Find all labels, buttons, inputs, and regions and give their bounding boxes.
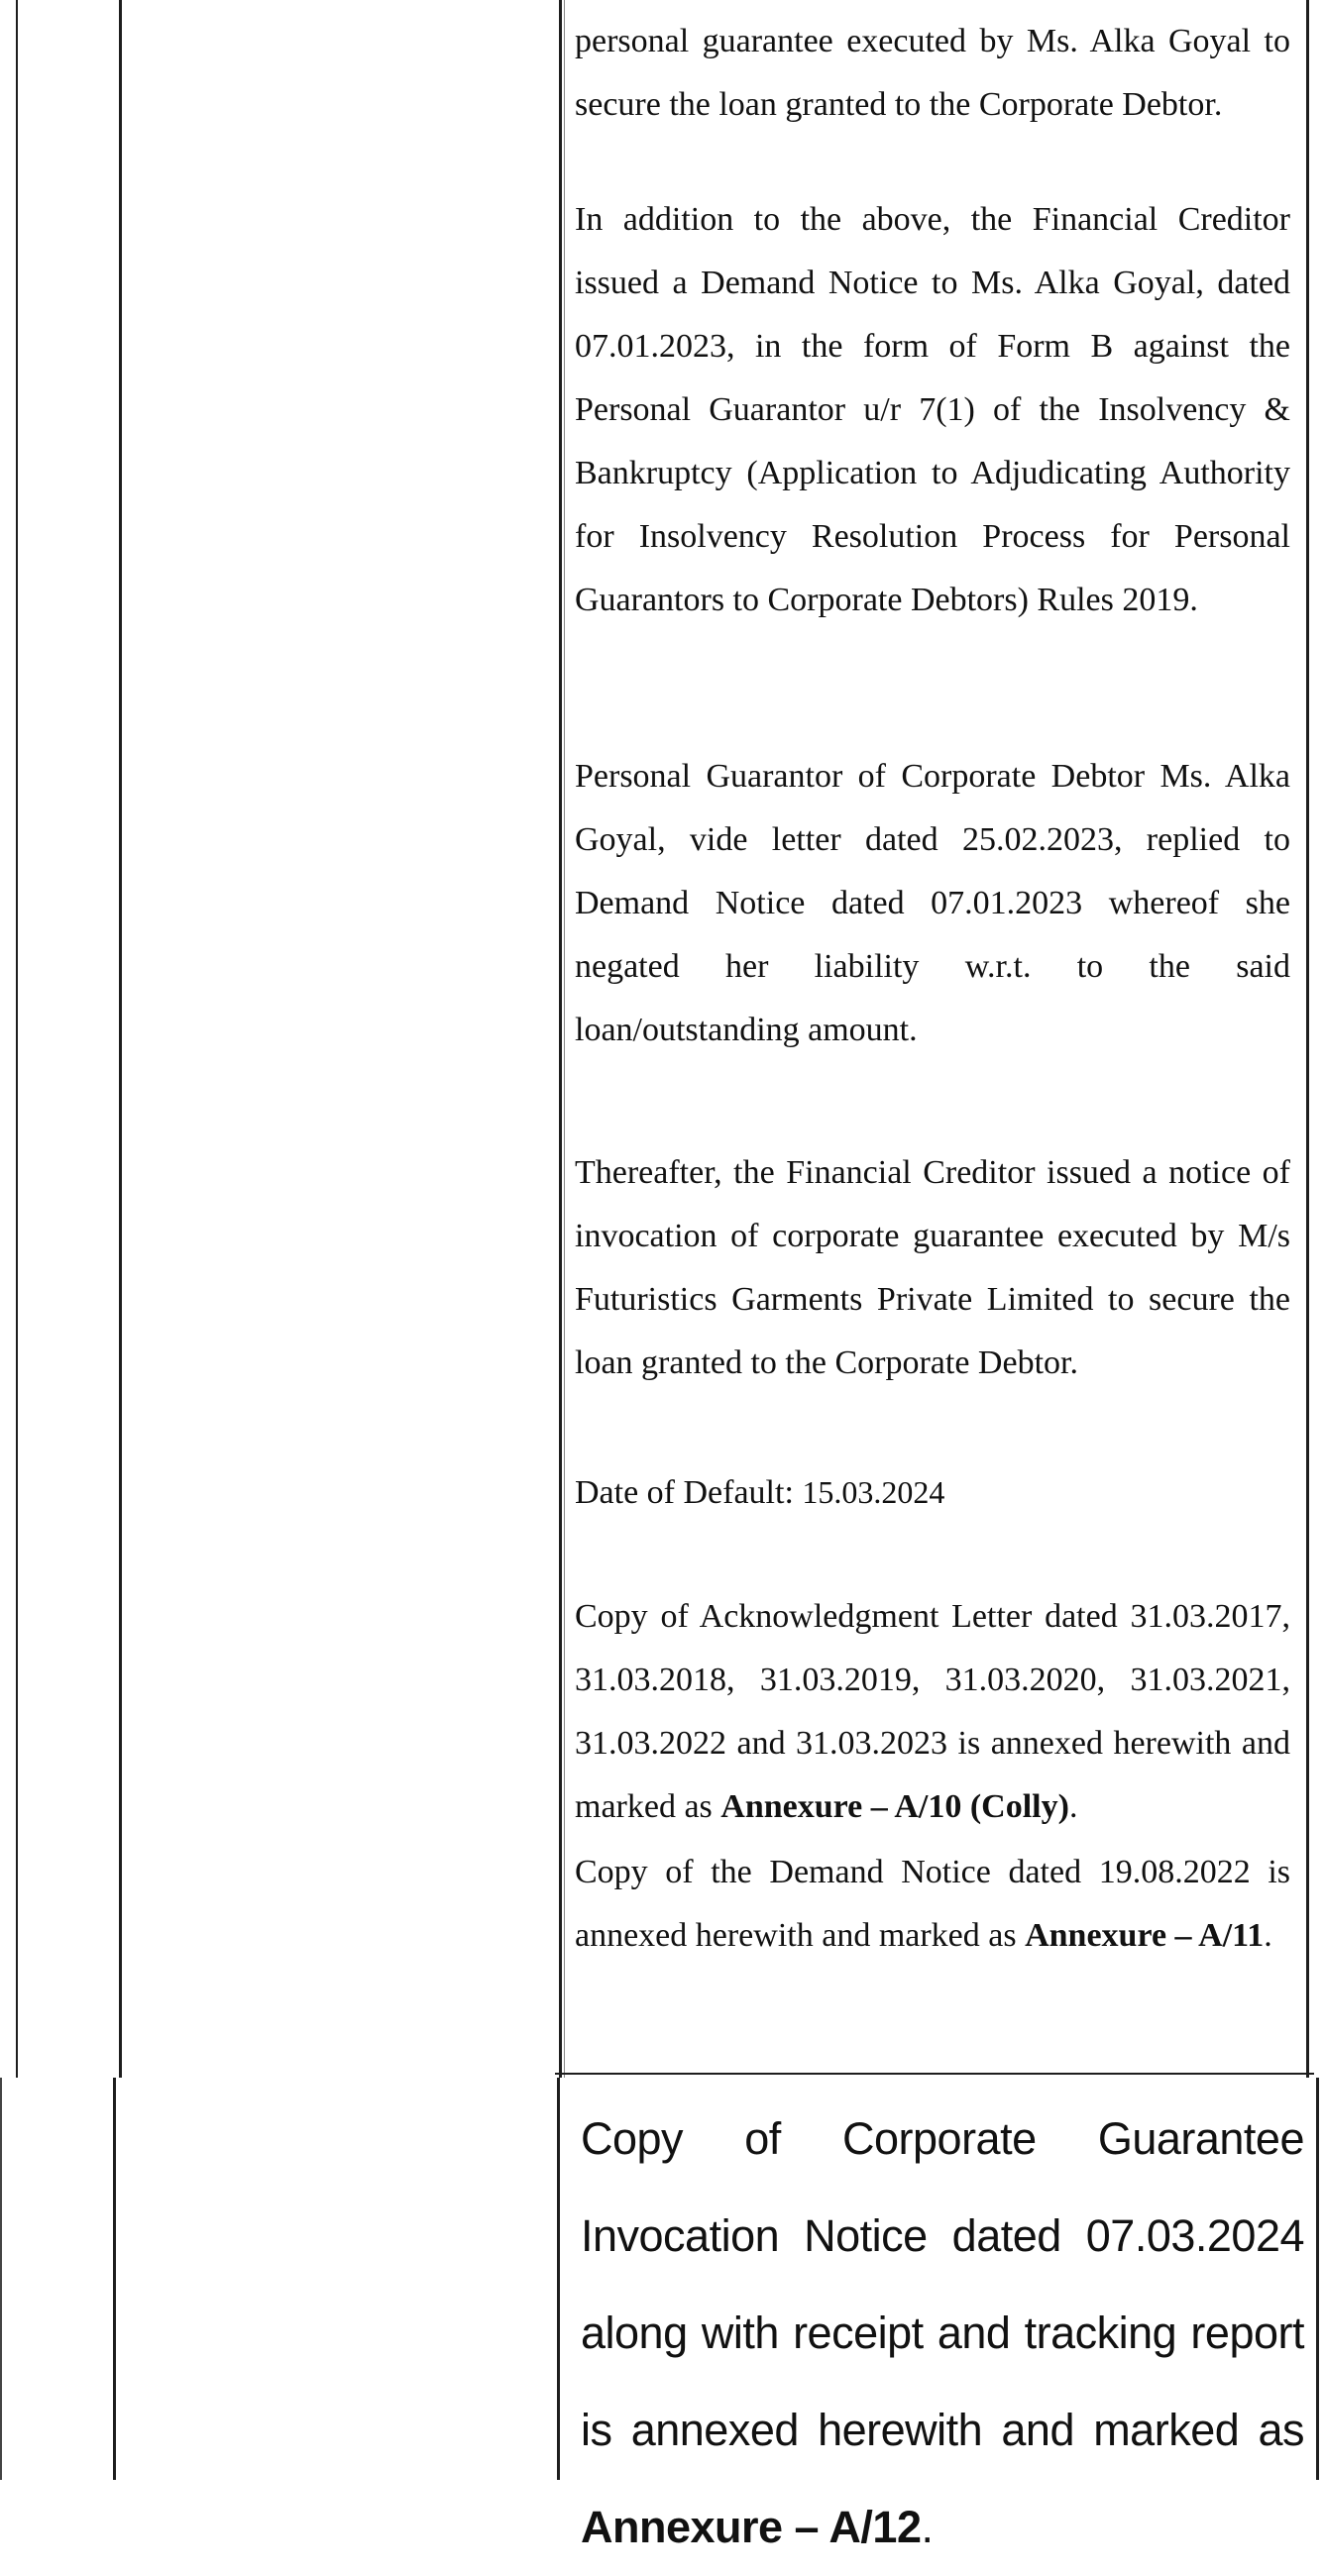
paragraph-text: Thereafter, the Financial Creditor issued a notice of invocation of corporate guarantee executed by M/s Futuristics Garments Private Limited to secure the loan granted to the Corporate Debtor.	[575, 1154, 1290, 1381]
paragraph-date-of-default	[575, 1460, 1290, 1525]
paragraph-corporate-guarantee-invocation	[575, 1141, 1290, 1395]
paragraph-acknowledgment-letters	[575, 1585, 1290, 1839]
table-border-left	[16, 0, 18, 2078]
paragraph-text: Copy of Acknowledgment Letter dated 31.03.2017, 31.03.2018, 31.03.2019, 31.03.2020, 31.03.2021, 31.03.2022 and 31.03.2023 is annexed herewith and marked as	[575, 1598, 1290, 1825]
annexure-reference: Annexure – A/11	[1025, 1917, 1265, 1954]
paragraph-guarantee-continuation	[575, 10, 1290, 137]
lower-border-right	[1316, 2078, 1319, 2480]
paragraph-text: Copy of Corporate Guarantee Invocation Notice dated 07.03.2024 along with receipt and tracking report is annexed herewith and marked as	[581, 2113, 1304, 2455]
date-of-default-label: Date of Default:	[575, 1474, 794, 1511]
lower-border-col2	[557, 2078, 560, 2480]
paragraph-tail: .	[1264, 1917, 1272, 1954]
paragraph-tail: .	[921, 2502, 934, 2552]
paragraph-personal-guarantor-reply	[575, 745, 1290, 1062]
paragraph-text: In addition to the above, the Financial Creditor issued a Demand Notice to Ms. Alka Goyal, dated 07.01.2023, in the form of Form B against the Personal Guarantor u/r 7(1) of the Insolvency & Bankruptcy (Application to Adjudicating Authority for Insolvency Resolution Process for Personal Guarantors to Corporate Debtors) Rules 2019.	[575, 201, 1290, 618]
paragraph-demand-notice-copy	[575, 1841, 1290, 1968]
annexure-reference: Annexure – A/12	[581, 2502, 922, 2552]
annexure-reference: Annexure – A/10 (Colly)	[720, 1788, 1069, 1825]
paragraph-text: personal guarantee executed by Ms. Alka Goyal to secure the loan granted to the Corporate Debtor.	[575, 23, 1290, 123]
table-border-col1	[119, 0, 122, 2078]
table-border-col2-inner	[564, 0, 565, 2078]
table-row-separator	[555, 2073, 1314, 2075]
paragraph-text: Copy of the Demand Notice dated 19.08.2022 is annexed herewith and marked as	[575, 1854, 1290, 1954]
paragraph-demand-notice-alka-goyal	[575, 188, 1290, 632]
table-border-col2	[559, 0, 562, 2078]
table-border-right	[1306, 0, 1309, 2078]
lower-border-col1	[113, 2078, 116, 2480]
date-of-default-value: 15.03.2024	[802, 1474, 945, 1510]
lower-border-left	[0, 2078, 2, 2480]
paragraph-tail: .	[1068, 1788, 1078, 1825]
paragraph-invocation-notice-copy	[581, 2091, 1304, 2576]
paragraph-text: Personal Guarantor of Corporate Debtor Ms. Alka Goyal, vide letter dated 25.02.2023, replied to Demand Notice dated 07.01.2023 whereof she negated her liability w.r.t. to the said loan/outstanding amount.	[575, 758, 1290, 1048]
